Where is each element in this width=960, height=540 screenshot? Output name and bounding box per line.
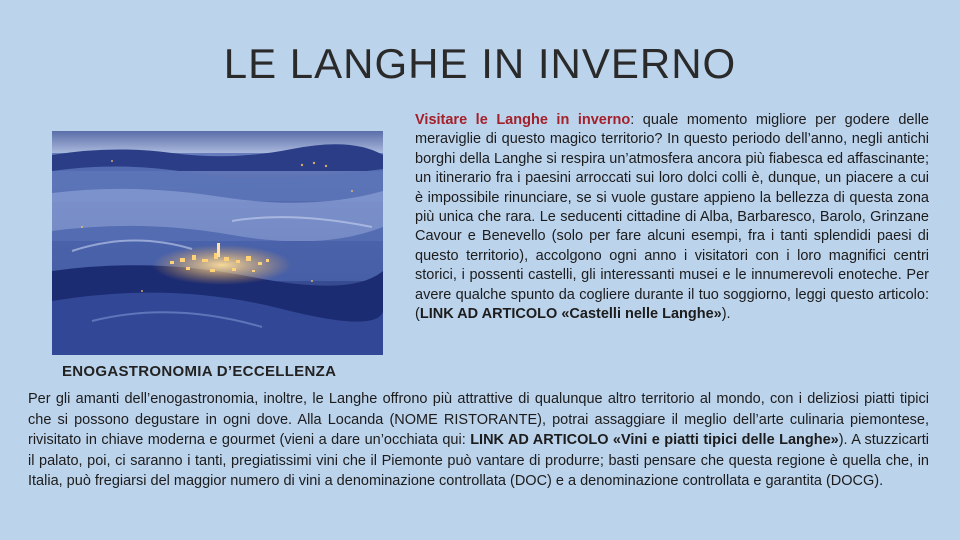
intro-text: : quale momento migliore per godere delle meraviglie di questo magico territorio? In questo periodo dell’anno, negli antichi borghi della Langhe si respira un’atmosfera ancora più fiabesca ed affascinante; un itinerario fra i paesini arroccati sui loro dolci colli è, dunque, un piacere a cui è impossibile rinunciare, se si vuole gustare appieno la bellezza di questa zona più unica che rara. Le seducenti cittadine di Alba, Barbaresco, Barolo, Grinzane Cavour e Benevello (solo per fare alcuni esempi, fra i tanti splendidi paesi di questo territorio), accolgono ogni anno i visitatori con i loro magnifici centri storici, i possenti castelli, gli interessanti musei e le innumerevoli enoteche. Per avere qualche spunto da cogliere durante il tuo soggiorno, leggi questo articolo: ( bbox=[415, 112, 930, 323]
body-text-part-1: Per gli amanti dell’enogastronomia, inoltre, le Langhe offrono più attrattive di qualunque altro territorio al mondo, con i deliziosi piatti tipici che si possono degustare in ogni dove. Alla Locanda (NOME RISTORANTE), potrai assaggiare il meglio dell’arte culinaria piemontese, rivisitato in chiave moderna e gourmet (vieni a dare un’occhiata qui: bbox=[28, 391, 929, 449]
intro-highlight: Visitare le Langhe in inverno bbox=[415, 112, 631, 128]
photo-caption: ENOGASTRONOMIA D’ECCELLENZA bbox=[62, 363, 337, 380]
winter-village-photo bbox=[52, 131, 383, 355]
intro-tail: ). bbox=[721, 306, 731, 323]
slide-title: LE LANGHE IN INVERNO bbox=[223, 40, 737, 87]
intro-paragraph bbox=[415, 111, 929, 324]
winter-landscape-image bbox=[52, 131, 383, 355]
body-text-part-2: ). A stuzzicarti il palato, poi, ci saranno i tanti, pregiatissimi vini che il Piemonte può vantare di produrre; basti pensare che questa regione è quella che, in Italia, può fregiarsi del maggior numero di vini a denominazione controllata (DOC) e a denominazione controllata e garantita (DOCG). bbox=[28, 432, 929, 490]
intro-article-link[interactable]: LINK AD ARTICOLO «Castelli nelle Langhe» bbox=[419, 306, 722, 323]
body-paragraph bbox=[28, 389, 929, 492]
body-article-link[interactable]: LINK AD ARTICOLO «Vini e piatti tipici delle Langhe» bbox=[470, 432, 839, 449]
